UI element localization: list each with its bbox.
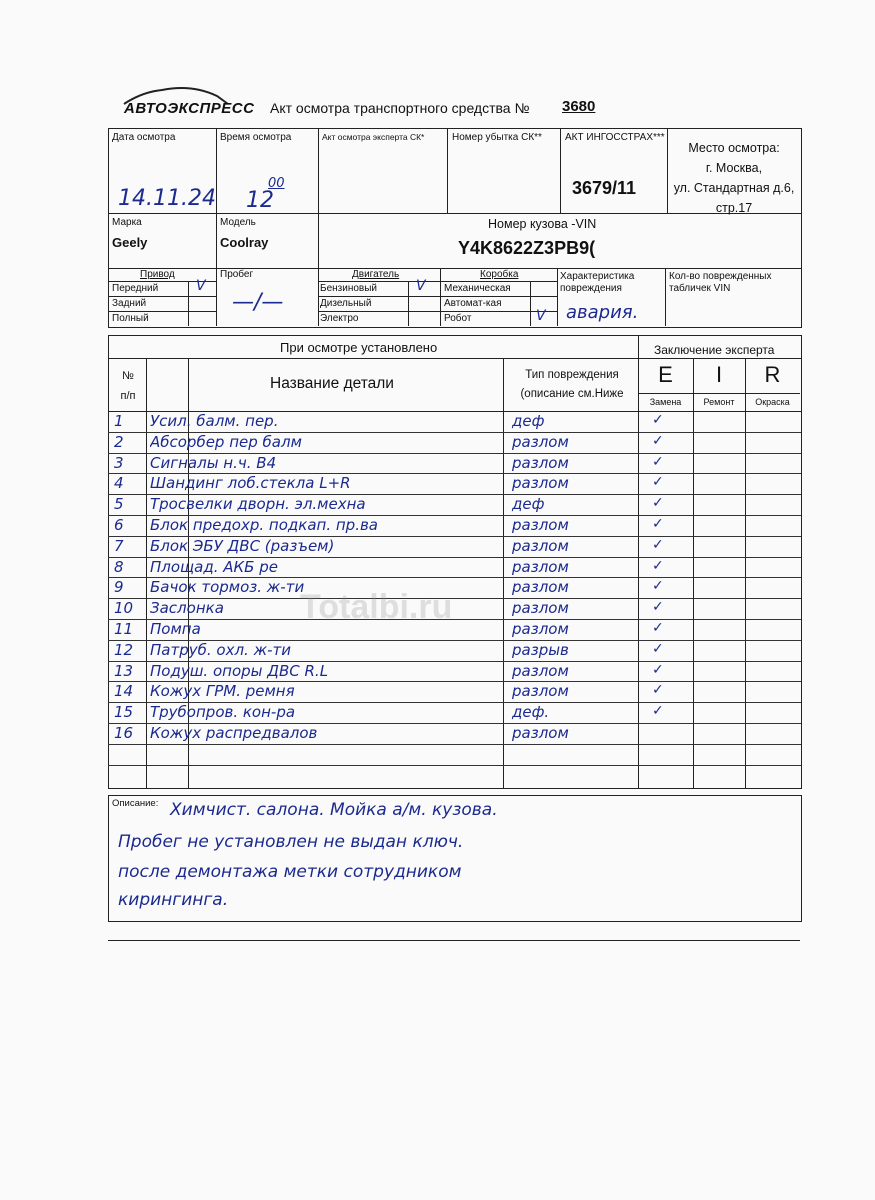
damage-char-value[interactable]: авария.	[566, 302, 639, 323]
damage-type[interactable]: разлом	[512, 516, 569, 534]
damage-type[interactable]: деф	[512, 412, 545, 430]
loss-number-label: Номер убытка СК**	[452, 132, 542, 143]
part-name[interactable]: Шандинг лоб.стекла L+R	[150, 474, 351, 493]
part-name[interactable]: Абсорбер пер балм	[150, 432, 302, 451]
time-value[interactable]: 12	[246, 188, 274, 213]
vin-plates-label: Кол-во поврежденных табличек VIN	[669, 271, 772, 294]
place-line3: стр.17	[715, 201, 753, 215]
row-number: 8	[114, 557, 124, 576]
row-number: 3	[114, 453, 124, 472]
row-number: 5	[114, 495, 124, 514]
make-label: Марка	[112, 217, 142, 228]
row-number: 13	[114, 661, 134, 680]
replace-check[interactable]: ✓	[652, 599, 664, 616]
date-value[interactable]: 14.11.24	[118, 186, 216, 211]
vin-label: Номер кузова -VIN	[488, 217, 597, 231]
row-number: 12	[114, 640, 134, 659]
part-name[interactable]: Сигналы н.ч. В4	[150, 453, 277, 472]
drive-front-check[interactable]: V	[196, 278, 206, 294]
damage-type[interactable]: разлом	[512, 620, 569, 638]
inspection-place	[668, 138, 800, 218]
damage-type-line1: Тип повреждения	[525, 369, 619, 381]
col-e-header: E	[658, 362, 673, 387]
make-value[interactable]: Geely	[112, 235, 148, 250]
replace-check[interactable]: ✓	[652, 474, 664, 491]
description-line3[interactable]: после демонтажа метки сотрудником	[118, 862, 462, 882]
damage-type[interactable]: разлом	[512, 661, 569, 680]
col-r-header: R	[764, 362, 781, 387]
replace-check[interactable]: ✓	[652, 557, 664, 574]
damage-type[interactable]: разлом	[512, 432, 569, 451]
part-name[interactable]: Кожух распредвалов	[150, 724, 318, 742]
vin-value[interactable]: Y4K8622Z3PB9(	[458, 238, 596, 258]
damage-type[interactable]: деф	[512, 495, 545, 514]
repair-label: Ремонт	[703, 397, 735, 407]
date-label: Дата осмотра	[112, 132, 176, 143]
part-name[interactable]: Площад. АКБ ре	[150, 557, 278, 576]
replace-check[interactable]: ✓	[652, 453, 664, 470]
description-label: Описание:	[112, 798, 159, 809]
row-number: 14	[114, 682, 134, 701]
gearbox-label: Коробка	[480, 269, 519, 280]
damage-type[interactable]: разлом	[512, 599, 569, 618]
model-value[interactable]: Coolray	[220, 235, 269, 250]
expert-act-label: Акт осмотра эксперта СК*	[322, 132, 425, 142]
drive-full: Полный	[112, 313, 149, 324]
place-line1: г. Москва,	[705, 161, 763, 175]
model-label: Модель	[220, 217, 256, 228]
replace-check[interactable]: ✓	[652, 640, 664, 657]
replace-check[interactable]: ✓	[652, 536, 664, 553]
description-line1[interactable]: Химчист. салона. Мойка а/м. кузова.	[170, 800, 498, 820]
replace-check[interactable]: ✓	[652, 661, 664, 678]
damage-type[interactable]: разлом	[512, 557, 569, 576]
place-label: Место осмотра:	[688, 141, 780, 155]
description-line4[interactable]: кирингинга.	[118, 890, 229, 910]
damage-type[interactable]: разлом	[512, 724, 569, 742]
mileage-value[interactable]: —/—	[232, 290, 284, 315]
engine-label: Двигатель	[352, 269, 400, 280]
place-line2: ул. Стандартная д.6,	[673, 181, 795, 195]
damage-type[interactable]: разлом	[512, 682, 569, 701]
mileage-label: Пробег	[220, 269, 254, 280]
drive-front: Передний	[112, 283, 159, 294]
engine-diesel: Дизельный	[320, 298, 372, 309]
damage-type-header	[506, 366, 638, 404]
paint-label: Окраска	[755, 397, 790, 407]
col-i-header: I	[715, 362, 723, 387]
damage-type[interactable]: разрыв	[512, 640, 569, 659]
damage-type[interactable]: разлом	[512, 474, 569, 493]
row-number: 6	[114, 516, 124, 534]
part-name[interactable]: Патруб. охл. ж-ти	[150, 640, 291, 659]
replace-label: Замена	[649, 397, 682, 407]
row-number: 9	[114, 578, 124, 597]
row-number: 4	[114, 474, 124, 493]
row-number: 1	[114, 412, 124, 430]
damage-type-line2: (описание см.Ниже	[520, 388, 624, 400]
part-name[interactable]: Бачок тормоз. ж-ти	[150, 578, 305, 597]
damage-type[interactable]: деф.	[512, 703, 550, 722]
company-logo	[120, 82, 255, 122]
replace-check[interactable]: ✓	[652, 516, 664, 532]
gearbox-robot-check[interactable]: V	[536, 308, 546, 324]
replace-check[interactable]: ✓	[652, 432, 664, 449]
engine-petrol: Бензиновый	[320, 283, 377, 294]
gearbox-robot: Робот	[444, 313, 472, 324]
logo-text: АВТОЭКСПРЕСС	[124, 100, 255, 117]
gearbox-auto: Автомат-кая	[444, 298, 502, 309]
part-name[interactable]: Тросвелки дворн. эл.мехна	[150, 495, 366, 514]
replace-check[interactable]: ✓	[652, 578, 664, 595]
replace-check[interactable]: ✓	[652, 682, 664, 699]
num-abbrev: п/п	[120, 390, 136, 402]
part-name[interactable]: Кожух ГРМ. ремня	[150, 682, 295, 701]
act-number: 3680	[562, 98, 596, 115]
part-name[interactable]: Подуш. опоры ДВС R.L	[150, 661, 329, 680]
signature-line	[108, 940, 800, 941]
act-title: Акт осмотра транспортного средства №	[270, 100, 530, 116]
conclusion-header: Заключение эксперта	[654, 343, 775, 357]
num-symbol: №	[122, 370, 134, 382]
description-line2[interactable]: Пробег не установлен не выдан ключ.	[118, 832, 464, 852]
row-number-header	[112, 366, 144, 406]
part-name-header: Название детали	[270, 375, 394, 392]
drive-label: Привод	[140, 269, 175, 280]
part-name[interactable]: Трубопров. кон-ра	[150, 703, 296, 722]
part-name[interactable]: Блок ЭБУ ДВС (разъем)	[150, 536, 335, 555]
engine-electric: Электро	[320, 313, 359, 324]
replace-check[interactable]: ✓	[652, 620, 664, 636]
engine-petrol-check[interactable]: V	[416, 278, 426, 294]
time-minutes[interactable]: 00	[268, 176, 285, 191]
damage-char-label: Характеристика повреждения	[560, 271, 635, 294]
replace-check[interactable]: ✓	[652, 703, 664, 720]
part-name[interactable]: Усил. балм. пер.	[150, 412, 279, 430]
row-number: 15	[114, 703, 134, 722]
damage-type[interactable]: разлом	[512, 453, 569, 472]
established-header: При осмотре установлено	[280, 340, 438, 355]
time-label: Время осмотра	[220, 132, 292, 143]
drive-rear: Задний	[112, 298, 147, 309]
row-number: 7	[114, 536, 124, 555]
damage-type[interactable]: разлом	[512, 536, 569, 555]
row-number: 10	[114, 599, 134, 618]
damage-type[interactable]: разлом	[512, 578, 569, 597]
ingos-value[interactable]: 3679/11	[572, 178, 637, 198]
watermark: Totalbi.ru	[300, 588, 453, 626]
replace-check[interactable]: ✓	[652, 495, 664, 512]
part-name[interactable]: Заслонка	[150, 599, 224, 618]
gearbox-manual: Механическая	[444, 283, 511, 294]
part-name[interactable]: Блок предохр. подкап. пр.ва	[150, 516, 379, 534]
row-number: 11	[114, 620, 134, 638]
part-name[interactable]: Помпа	[150, 620, 201, 638]
row-number: 2	[114, 432, 124, 451]
row-number: 16	[114, 724, 134, 742]
replace-check[interactable]: ✓	[652, 412, 664, 428]
ingos-label: АКТ ИНГОССТРАХ***	[565, 132, 665, 143]
